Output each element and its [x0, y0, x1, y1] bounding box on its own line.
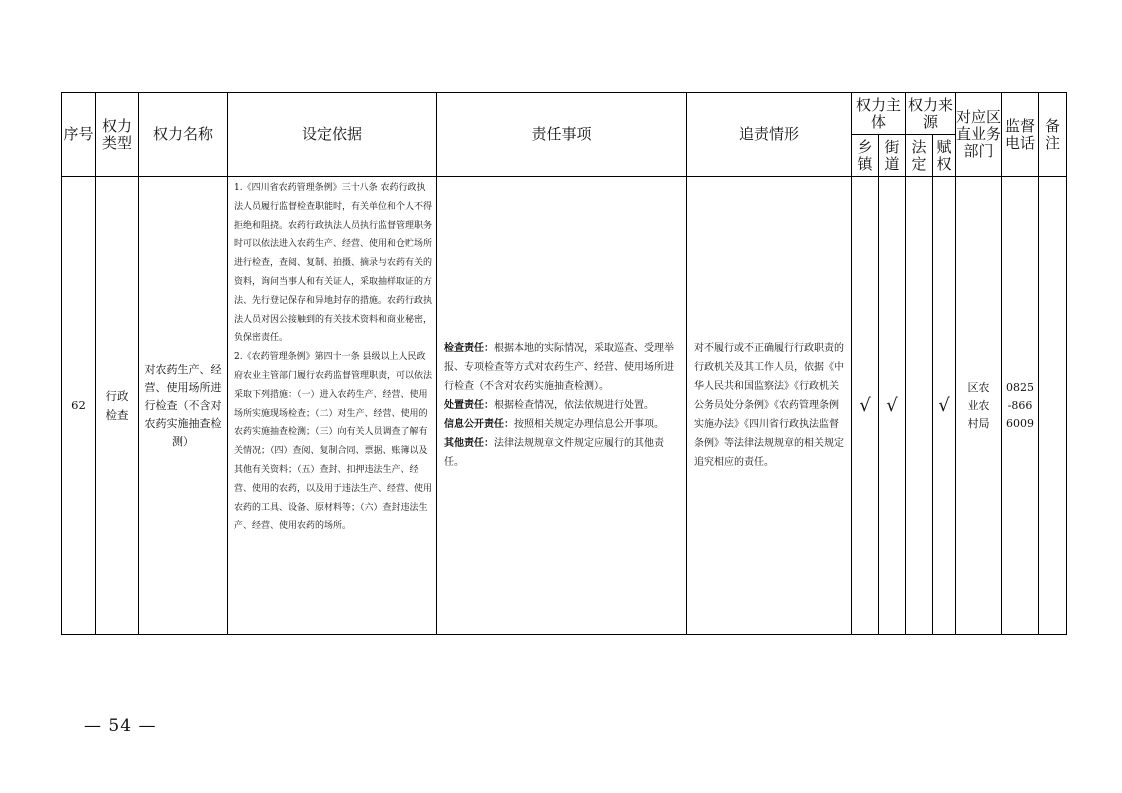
header-accountability: 追责情形: [687, 93, 852, 177]
row-dept: 区农业农村局: [956, 177, 1002, 635]
row-remark: [1039, 177, 1067, 635]
header-seq: 序号: [62, 93, 96, 177]
header-type: 权力类型: [96, 93, 139, 177]
row-accountability: 对不履行或不正确履行行政职责的行政机关及其工作人员，依据《中华人民共和国监察法》《行政机关公务员处分条例》《农药管理条例实施办法》《四川省行政执法监督条例》等法律法规规章的相关规定追究相应的责任。: [687, 177, 852, 635]
table-row: [62, 177, 1067, 635]
header-source-legal: 法定: [906, 135, 933, 177]
header-duty: 责任事项: [437, 93, 687, 177]
page-number: — 54 —: [84, 716, 157, 736]
row-seq: 62: [62, 177, 96, 635]
header-subject-town: 乡镇: [852, 135, 879, 177]
header-phone: 监督电话: [1002, 93, 1039, 177]
header-source-grant: 赋权: [933, 135, 956, 177]
row-basis: [228, 177, 437, 635]
row-name: 对农药生产、经营、使用场所进行检查（不含对农药实施抽查检测）: [139, 177, 228, 635]
row-phone: 0825-8666009: [1002, 177, 1039, 635]
duty-item: 其他责任：法律法规规章文件规定应履行的其他责任。: [444, 438, 664, 468]
duty-item: 信息公开责任：按照相关规定办理信息公开事项。: [444, 419, 664, 430]
row-grant-check: √: [933, 177, 956, 635]
basis-clause-1: 1.《四川省农药管理条例》三十八条 农药行政执法人员履行监督检查职能时，有关单位和个人不得拒绝和阻挠。农药行政执法人员执行监督管理职务时可以依法进入农药生产、经营、使用和仓贮场所进行检查，查阅、复制、拍摄、摘录与农药有关的资料，询问当事人和有关证人，采取抽样取证的方法、先行登记保存和异地封存的措施。农药行政执法人员对因公接触到的有关技术资料和商业秘密，负保密责任。: [234, 183, 433, 344]
header-remark: 备注: [1039, 93, 1067, 177]
header-subject: 权力主体: [852, 93, 906, 135]
row-legal-check: [906, 177, 933, 635]
duty-item: 处置责任：根据检查情况，依法依规进行处置。: [444, 400, 654, 411]
header-dept: 对应区直业务部门: [956, 93, 1002, 177]
header-row-1: [62, 93, 1067, 135]
row-type: 行政检查: [96, 177, 139, 635]
header-subject-street: 街道: [879, 135, 906, 177]
row-town-check: √: [852, 177, 879, 635]
basis-clause-2: 2.《农药管理条例》第四十一条 县级以上人民政府农业主管部门履行农药监督管理职责，可以依法采取下列措施：（一）进入农药生产、经营、使用场所实施现场检查；（二）对生产、经营、使用的农药实施抽查检测；（三）向有关人员调查了解有关情况；（四）查阅、复制合同、票据、账簿以及其他有关资料；（五）查封、扣押违法生产、经营、使用的农药，以及用于违法生产、经营、使用农药的工具、设备、原材料等；（六）查封违法生产、经营、使用农药的场所。: [234, 352, 433, 532]
row-street-check: √: [879, 177, 906, 635]
duty-item: 检查责任：根据本地的实际情况，采取巡查、受理举报、专项检查等方式对农药生产、经营、使用场所进行检查（不含对农药实施抽查检测）。: [444, 343, 674, 392]
row-duties: [437, 177, 687, 635]
header-source: 权力来源: [906, 93, 956, 135]
power-list-table: [61, 92, 1067, 635]
header-name: 权力名称: [139, 93, 228, 177]
header-basis: 设定依据: [228, 93, 437, 177]
